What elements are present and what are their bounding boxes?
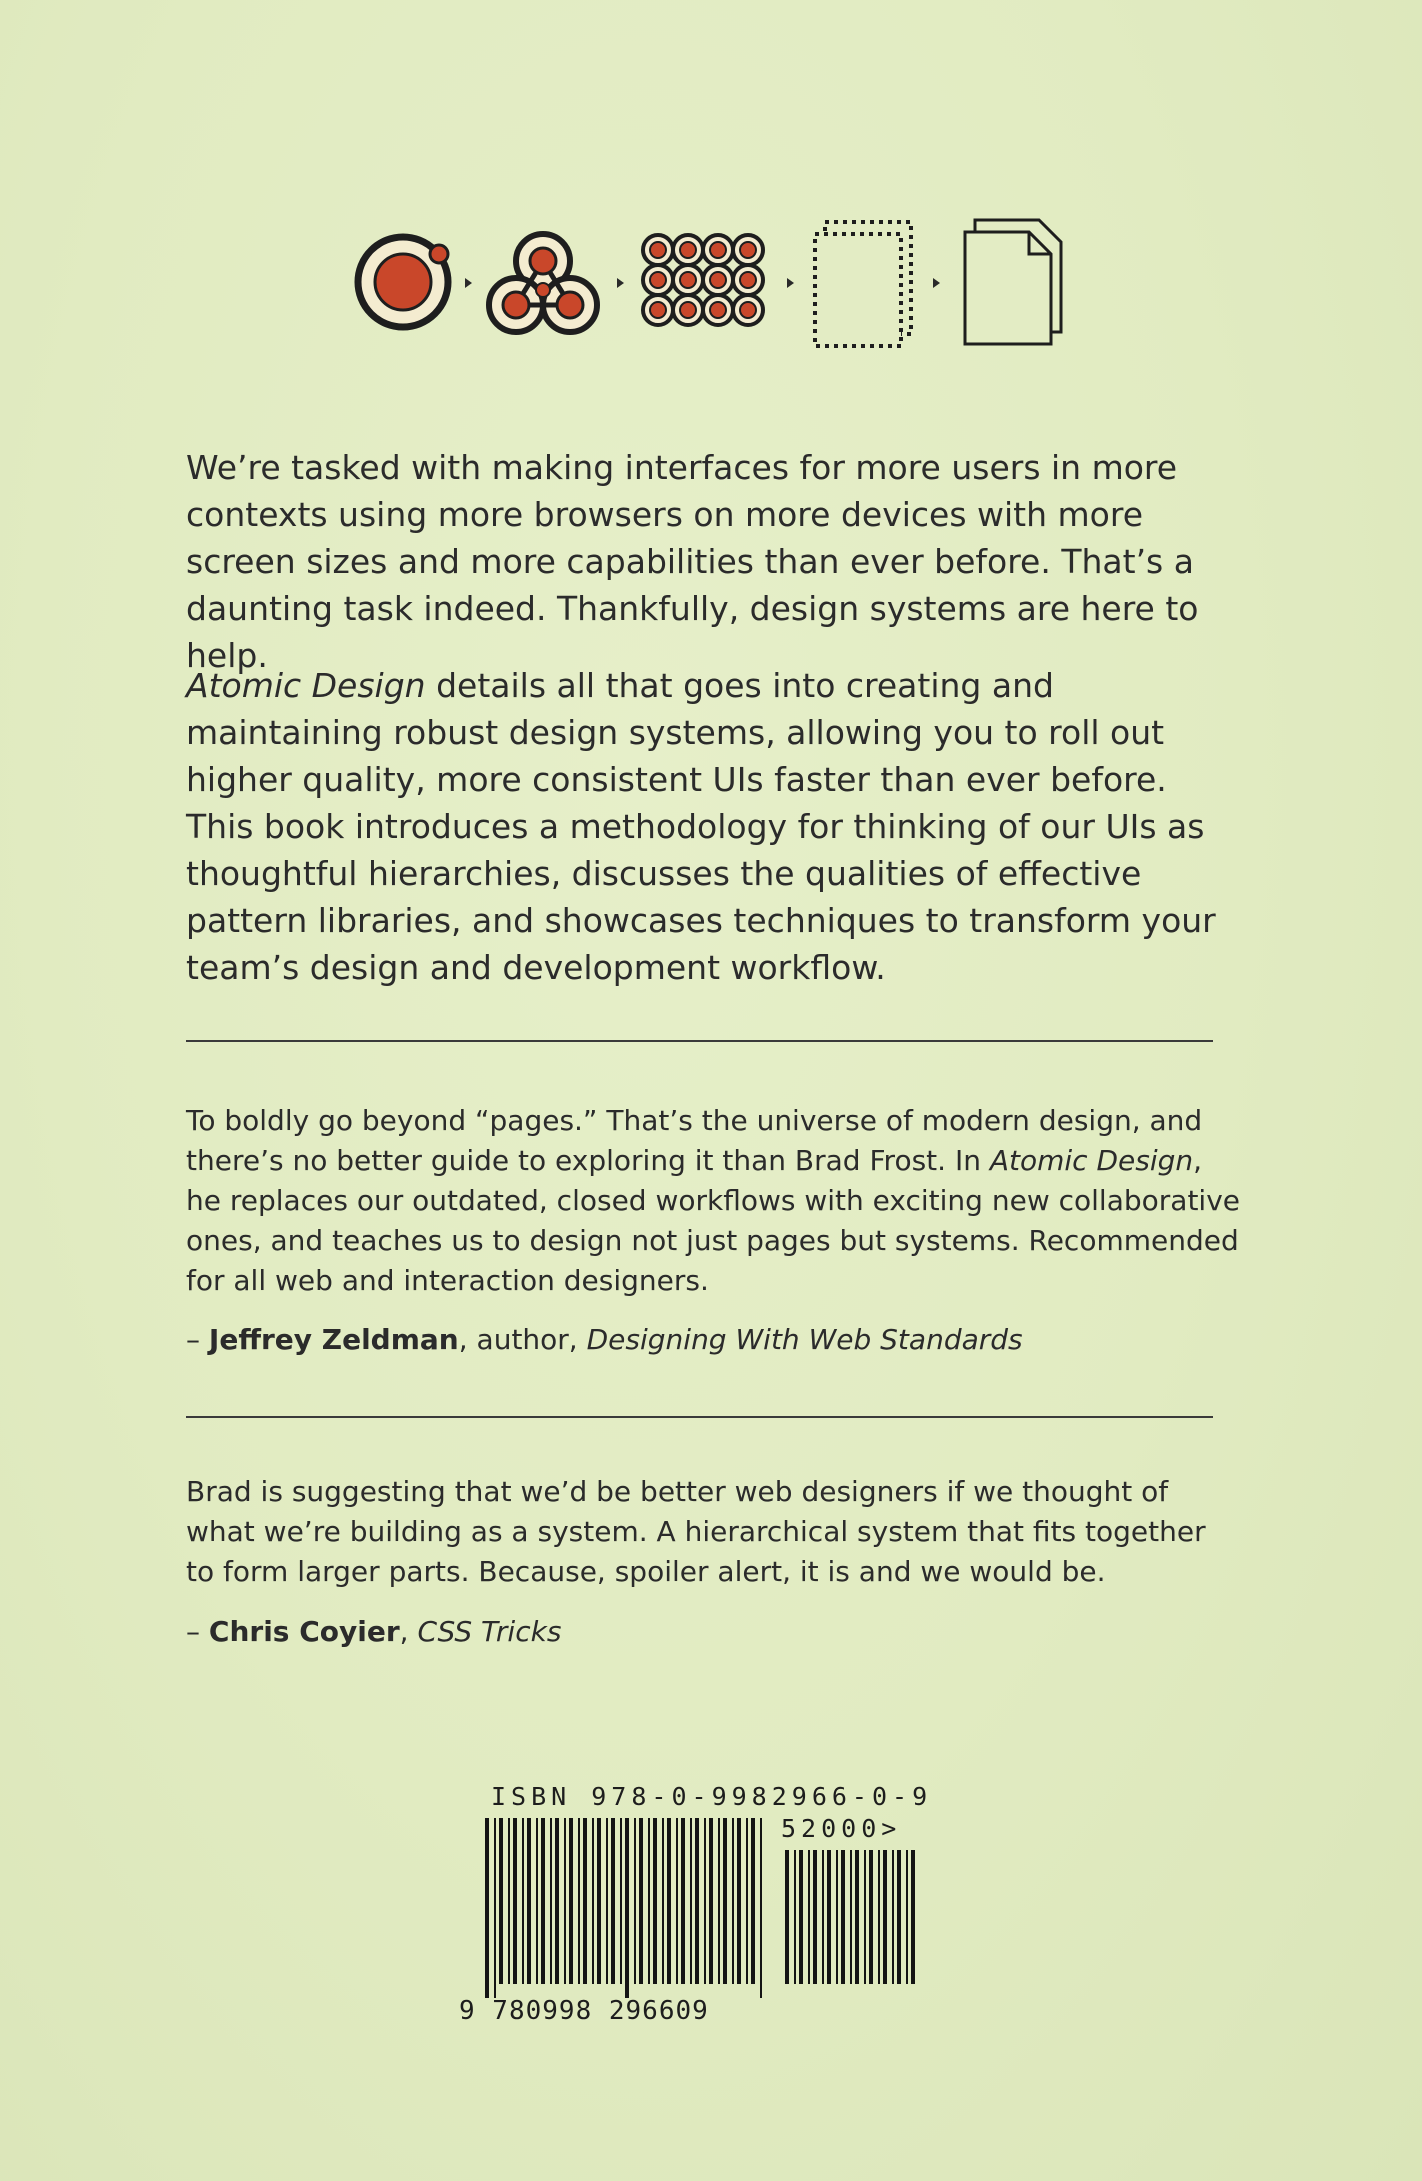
chevron-right-icon: [615, 276, 627, 290]
chevron-right-icon: [931, 276, 943, 290]
book-title: Atomic Design: [186, 666, 426, 705]
quote-text: , he replaces our outdated, closed workflows with exciting new collaborative ones, and teaches us to design not just pages but systems. Recommended for all web and interaction designers.: [186, 1144, 1240, 1297]
author-work: Designing With Web Standards: [586, 1323, 1023, 1356]
attribution-dash: –: [186, 1615, 209, 1648]
cover-blurb-description: [186, 662, 1241, 991]
book-title: Atomic Design: [989, 1144, 1194, 1177]
divider: [186, 1040, 1213, 1042]
testimonial-quote: [186, 1101, 1241, 1301]
isbn-barcode: [455, 1782, 955, 2042]
blurb-description-text: details all that goes into creating and maintaining robust design systems, allowing you to roll out higher quality, more consistent UIs faster than ever before. This book introduces a methodology for thinking of our UIs as thoughtful hierarchies, discusses the qualities of effective pattern libraries, and showcases techniques to transform your team’s design and development workflow.: [186, 666, 1216, 987]
testimonial-quote: Brad is suggesting that we’d be better web designers if we thought of what we’re building as a system. A hierarchical system that fits together to form larger parts. Because, spoiler alert, it is and we would be.: [186, 1475, 1206, 1588]
cover-blurb-intro: We’re tasked with making interfaces for more users in more contexts using more browsers on more devices with more screen sizes and more capabilities than ever before. That’s a daunting task indeed. Thankfully, design systems are here to help.: [186, 448, 1199, 675]
author-name: Jeffrey Zeldman: [208, 1323, 459, 1356]
chevron-right-icon: [463, 276, 475, 290]
addon-barcode: [785, 1850, 925, 1998]
attribution-dash: –: [186, 1323, 209, 1356]
author-role: , author,: [458, 1323, 587, 1356]
barcode-digits: 9 780998 296609: [459, 1996, 709, 2026]
testimonial-attribution: [186, 1612, 1241, 1652]
attribution-separator: ,: [399, 1615, 418, 1648]
author-work: CSS Tricks: [417, 1615, 562, 1648]
organism-icon: [640, 232, 768, 330]
molecule-icon: [487, 228, 599, 338]
divider: [186, 1416, 1213, 1418]
isbn-label: ISBN 978-0-9982966-0-9: [491, 1782, 933, 1811]
page-icon: [961, 216, 1065, 350]
price-code: 52000>: [781, 1814, 902, 1843]
chevron-right-icon: [785, 276, 797, 290]
template-icon: [811, 218, 915, 350]
atom-icon: [352, 230, 456, 334]
author-name: Chris Coyier: [208, 1615, 400, 1648]
ean-barcode: [485, 1818, 775, 1998]
testimonial-attribution: [186, 1320, 1241, 1360]
atomic-design-icon-strip: [345, 210, 1075, 350]
quote-text: To boldly go beyond “pages.” That’s the universe of modern design, and there’s no better guide to exploring it than Brad Frost. In: [186, 1104, 1203, 1177]
